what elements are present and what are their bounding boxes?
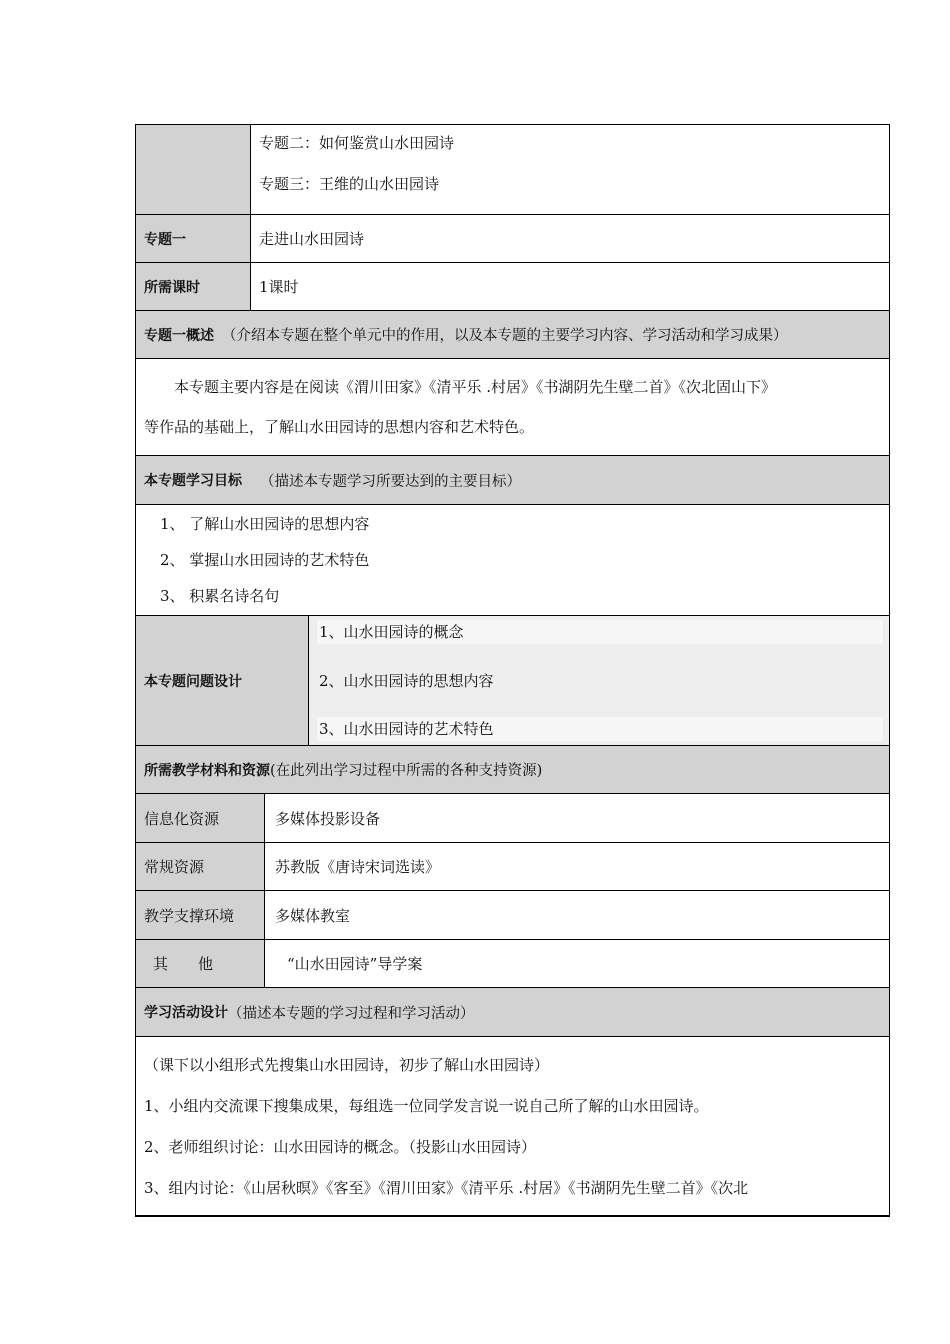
activities-body — [136, 1037, 889, 1215]
resource-label: 其 他 — [136, 940, 265, 987]
activities-label: 学习活动设计 — [144, 1005, 228, 1021]
overview-header — [136, 311, 889, 358]
resource-label: 常规资源 — [136, 843, 265, 890]
goals-body-row — [136, 504, 889, 615]
goals-list — [136, 505, 889, 615]
resource-value: “山水田园诗”导学案 — [287, 955, 423, 973]
questions-label: 本专题问题设计 — [136, 616, 309, 745]
activity-line: （课下以小组形式先搜集山水田园诗，初步了解山水田园诗） — [144, 1056, 550, 1074]
resource-row-other — [136, 939, 889, 987]
blank-label-cell — [136, 125, 251, 214]
resource-value: 苏教版《唐诗宋词选读》 — [275, 858, 441, 876]
activity-line: 1、小组内交流课下搜集成果，每组选一位同学发言说一说自己所了解的山水田园诗。 — [144, 1097, 709, 1115]
goal-item: 2、 掌握山水田园诗的艺术特色 — [160, 551, 370, 569]
resource-label: 教学支撑环境 — [136, 891, 265, 939]
overview-body — [136, 359, 889, 455]
question-item: 3、山水田园诗的艺术特色 — [317, 717, 883, 741]
activities-hint: （描述本专题的学习过程和学习活动） — [228, 1005, 475, 1022]
goal-item: 3、 积累名诗名句 — [160, 587, 280, 605]
activities-body-row — [136, 1036, 889, 1215]
overview-body-row — [136, 358, 889, 455]
question-item: 1、山水田园诗的概念 — [317, 620, 883, 644]
resource-row-info — [136, 793, 889, 842]
question-item: 2、山水田园诗的思想内容 — [319, 671, 494, 690]
overview-header-row — [136, 310, 889, 358]
topic-1-value: 走进山水田园诗 — [259, 230, 365, 248]
overview-line-1: 本专题主要内容是在阅读《渭川田家》《清平乐 .村居》《书湖阴先生壁二首》《次北固山下》 — [174, 378, 777, 396]
topic-1-row — [136, 214, 889, 262]
goals-header-row — [136, 455, 889, 504]
activity-line: 3、组内讨论：《山居秋暝》《客至》《渭川田家》《清平乐 .村居》《书湖阴先生壁二首》《次北 — [144, 1179, 749, 1197]
activities-header — [136, 988, 889, 1036]
resource-label: 信息化资源 — [136, 794, 265, 842]
resources-label: 所需教学材料和资源 — [144, 762, 270, 779]
hours-label: 所需课时 — [136, 263, 251, 310]
resource-value: 多媒体投影设备 — [275, 809, 381, 828]
topic-3-text: 专题三：王维的山水田园诗 — [259, 175, 440, 193]
resource-row-environment — [136, 890, 889, 939]
overview-line-2: 等作品的基础上，了解山水田园诗的思想内容和艺术特色。 — [144, 418, 535, 436]
topic-2-text: 专题二：如何鉴赏山水田园诗 — [259, 134, 455, 152]
goals-hint: （描述本专题学习所要达到的主要目标） — [260, 473, 521, 490]
hours-row — [136, 262, 889, 310]
resource-row-regular — [136, 842, 889, 890]
goal-item: 1、 了解山水田园诗的思想内容 — [160, 515, 370, 533]
hours-value: 1课时 — [259, 278, 299, 296]
questions-row — [136, 615, 889, 745]
overview-hint: （介绍本专题在整个单元中的作用，以及本专题的主要学习内容、学习活动和学习成果） — [222, 328, 788, 344]
topics-list-cell — [251, 125, 889, 214]
resources-header — [136, 746, 889, 793]
resource-value: 多媒体教室 — [275, 906, 351, 925]
resources-hint: (在此列出学习过程中所需的各种支持资源) — [270, 763, 543, 779]
activities-header-row — [136, 987, 889, 1036]
goals-header — [136, 456, 889, 504]
activity-line: 2、老师组织讨论：山水田园诗的概念。（投影山水田园诗） — [144, 1138, 537, 1156]
resources-header-row — [136, 745, 889, 793]
goals-label: 本专题学习目标 — [144, 473, 242, 489]
topics-continued-row — [136, 125, 889, 214]
topic-1-label: 专题一 — [136, 215, 251, 262]
lesson-plan-table — [135, 124, 890, 1217]
overview-label: 专题一概述 — [144, 327, 214, 344]
questions-list — [309, 616, 889, 745]
